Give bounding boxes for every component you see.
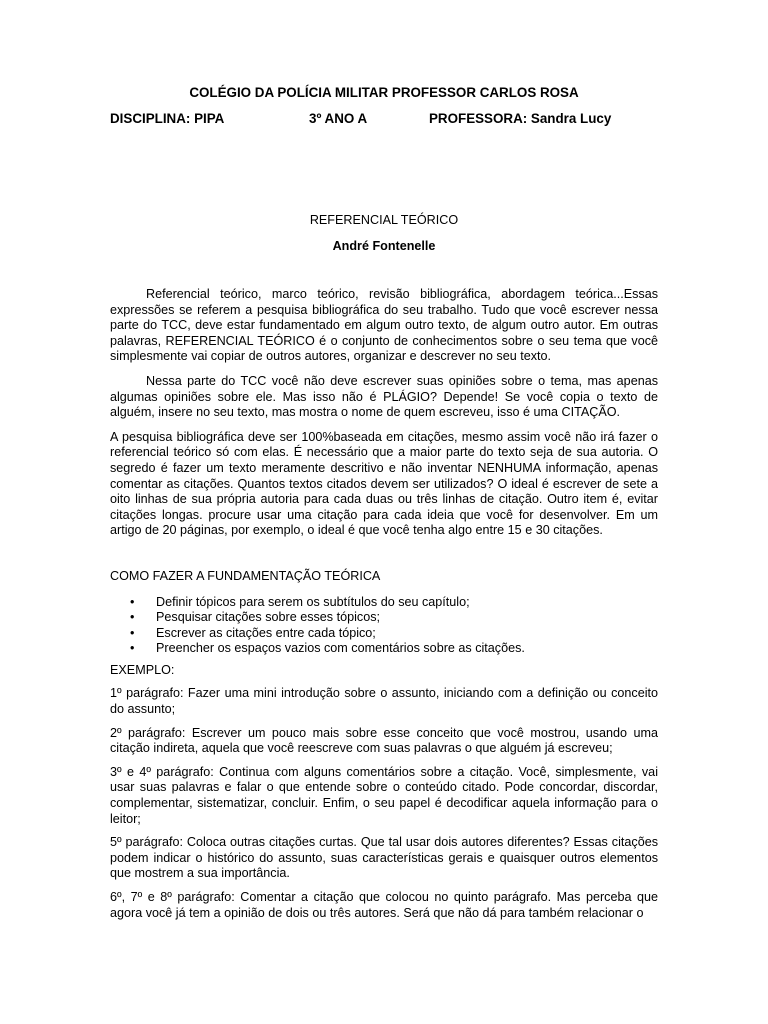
example-step: 3º e 4º parágrafo: Continua com alguns comentários sobre a citação. Você, simplesmente, vai usar suas palavras e falar o que entende sobre o conteúdo citado. Pode concordar, discordar, complementar, sistematizar, concluir. Enfim, o seu papel é decodificar aquela informação para o leitor; (110, 764, 658, 826)
list-item (110, 641, 658, 657)
paragraph: Nessa parte do TCC você não deve escrever suas opiniões sobre o tema, mas apenas algumas opiniões sobre ele. Mas isso não é PLÁGIO? Depende! Se você copia o texto de alguém, insere no seu texto, mas mostra o nome de quem escreveu, isso é uma CITAÇÃO. (110, 373, 658, 420)
bullet-icon: • (130, 610, 135, 625)
example-step: 5º parágrafo: Coloca outras citações curtas. Que tal usar dois autores diferentes? Essas citações podem indicar o histórico do assunto, suas características gerais e quaisquer outros elementos que mostrem a sua importância. (110, 835, 658, 881)
example-step: 2º parágrafo: Escrever um pouco mais sobre esse conceito que você mostrou, usando uma citação indireta, aquela que você reescreve com suas palavras o que alguém já escreveu; (110, 725, 658, 756)
document-title: REFERENCIAL TEÓRICO (309, 213, 459, 227)
bullet-icon: • (130, 641, 135, 656)
list-item (110, 595, 658, 611)
document-body (110, 287, 658, 921)
bullet-icon: • (130, 594, 135, 609)
example-label: EXEMPLO: (110, 662, 175, 677)
discipline-label: DISCIPLINA: PIPA (110, 111, 225, 126)
example-step: 6º, 7º e 8º parágrafo: Comentar a citação que colocou no quinto parágrafo. Mas perceba que agora você já tem a opinião de dois ou três autores. Será que não dá para também relacionar o (110, 890, 658, 920)
list-item-text: Escrever as citações entre cada tópico; (156, 625, 376, 640)
header-info-row (0, 110, 768, 128)
list-item-text: Preencher os espaços vazios com comentários sobre as citações. (156, 641, 525, 656)
paragraph: Referencial teórico, marco teórico, revisão bibliográfica, abordagem teórica...Essas expressões se referem a pesquisa bibliográfica do seu trabalho. Tudo que você escrever nessa parte do TCC, deve estar fundamentado em algum outro texto, de algum outro autor. Em outras palavras, REFERENCIAL TEÓRICO é o conjunto de conhecimentos sobre o seu tema que você simplesmente vai copiar de outros autores, organizar e descrever no seu texto. (110, 287, 658, 364)
document-author: André Fontenelle (332, 239, 436, 253)
list-item (110, 610, 658, 626)
bullet-list (110, 595, 658, 657)
grade-label: 3º ANO A (309, 111, 368, 126)
bullet-icon: • (130, 625, 135, 640)
list-item-text: Pesquisar citações sobre esses tópicos; (156, 610, 381, 625)
example-step: 1º parágrafo: Fazer uma mini introdução sobre o assunto, iniciando com a definição ou conceito do assunto; (110, 686, 658, 717)
teacher-label: PROFESSORA: Sandra Lucy (429, 111, 612, 126)
paragraph: A pesquisa bibliográfica deve ser 100%baseada em citações, mesmo assim você não irá fazer o referencial teórico só com elas. É necessário que a maior parte do texto seja de sua autoria. O segredo é fazer um texto meramente descritivo e não inventar NENHUMA informação, apenas comentar as citações. Quantos textos citados devem ser utilizados? O ideal é escrever de sete a oito linhas de sua própria autoria para cada duas ou três linhas de citação. Outro item é, evitar citações longas. procure usar uma citação para cada ideia que você for desenvolver. Em um artigo de 20 páginas, por exemplo, o ideal é que você tenha algo entre 15 e 30 citações. (110, 429, 658, 538)
list-item-text: Definir tópicos para serem os subtítulos do seu capítulo; (156, 594, 470, 609)
section-heading: COMO FAZER A FUNDAMENTAÇÃO TEÓRICA (110, 568, 381, 583)
list-item (110, 626, 658, 642)
school-name: COLÉGIO DA POLÍCIA MILITAR PROFESSOR CARLOS ROSA (189, 85, 579, 100)
